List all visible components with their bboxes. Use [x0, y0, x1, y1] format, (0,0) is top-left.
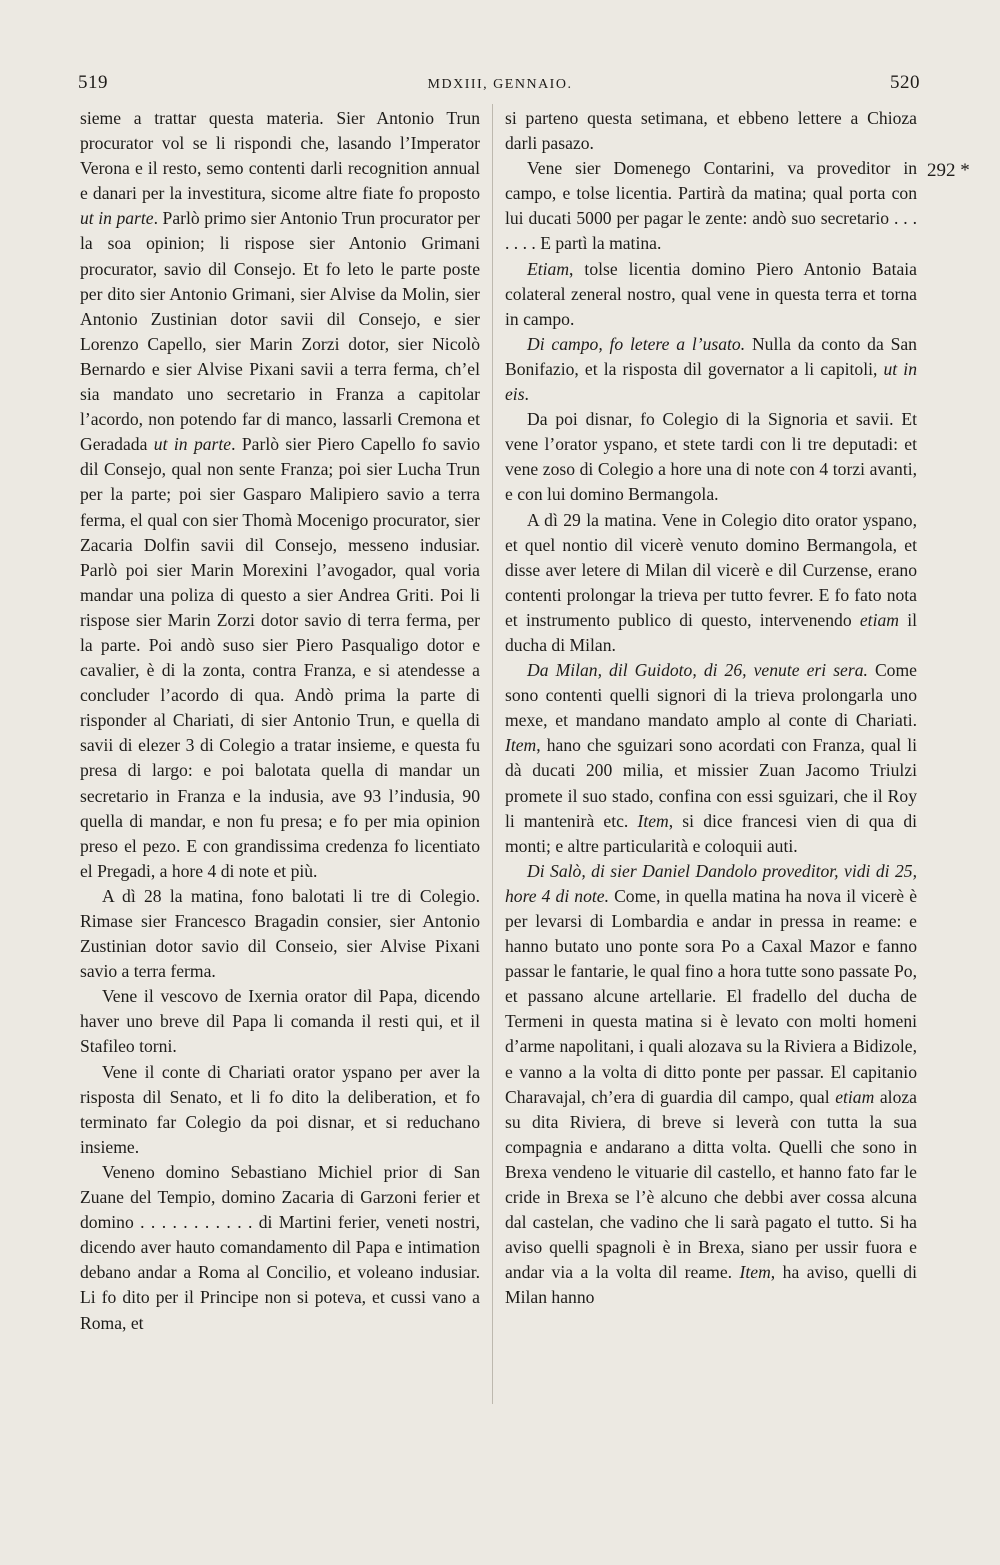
italic-text: Da Milan, dil Guidoto, di 26, venute eri sera.	[527, 660, 868, 681]
left-text-column	[80, 106, 480, 1336]
column-divider	[492, 104, 493, 1404]
text-run: , ha aviso, quelli di Milan hanno	[505, 1262, 917, 1308]
text-run: il ducha di Milan.	[505, 609, 917, 655]
paragraph	[505, 156, 917, 256]
italic-text: ut in parte	[80, 208, 154, 229]
text-run: Come, in quella matina ha nova il vicerè è per levarsi di Lombardia e andar in pressa in reame: e hanno butato uno ponte sora Po a Caxal Mazor e fanno passar le fantarie, le qual fino a hora tutte sono passate Po, et passano alcune artellarie. El fradello del ducha de Termeni in questa matina si è levato con molti homeni d’arme napolitani, i quali alozava su la Riviera a Bidizole, e vanno a la volta di ditto ponte per passar. El capitanio Charavajal, ch’era di guardia dil campo, qual	[505, 885, 918, 1107]
paragraph	[505, 859, 917, 1311]
text-run: .	[524, 384, 529, 405]
text-run: , hano che sguizari sono acordati con Franza, qual li dà ducati 200 milia, et missier Zuan Jacomo Triulzi promete il suo stado, confina con essi sguizari, che il Roy li mantenirà etc.	[505, 735, 917, 831]
text-run: aloza su dita Riviera, di breve si leverà con tutta la sua compagnia e andarano a ditta volta. Quelli che sono in Brexa vendeno le vituarie dil castello, et hanno fato far le cride in Brexa se l’è alcuno che debbi aver cossa alcuna dal castelan, che vadino che li sarà pagato el tutto. Si ha aviso quelli spagnoli è in Brexa, siano per ussir fuora e andar via a la volta dil reame.	[505, 1086, 917, 1283]
text-run: sieme a trattar questa materia. Sier Antonio Trun procurator vol se li rispondi che, lasando l’Imperator Verona e il resto, semo contenti darli recognition annual e danari per la investitura, sicome altre fiate fo proposto	[80, 108, 480, 204]
paragraph	[505, 257, 917, 332]
paragraph	[505, 407, 917, 507]
paragraph	[80, 1160, 480, 1336]
italic-text: Di Salò, di sier Daniel Dandolo proveditor, vidi di 25, hore 4 di note.	[505, 860, 917, 906]
text-run: Come sono contenti quelli signori di la trieva prolongarla uno mexe, et mandano mandato amplo al conte di Chariati.	[505, 660, 917, 731]
right-text-column	[505, 106, 917, 1311]
italic-text: etiam	[859, 609, 899, 630]
paragraph	[505, 106, 917, 156]
paragraph	[80, 984, 480, 1059]
paragraph	[80, 106, 480, 884]
paragraph	[80, 884, 480, 984]
text-run: si parteno questa setimana, et ebbeno lettere a Chioza darli pasazo.	[505, 108, 917, 154]
text-run: Vene sier Domenego Contarini, va proveditor in campo, e tolse licentia. Partirà da matina; qual porta con lui ducati 5000 per pagar le zente: andò suo secretario . . . . . . . E partì la matina.	[505, 158, 917, 254]
margin-folio-note: 292 *	[927, 160, 970, 181]
italic-text: Di campo, fo letere a l’usato.	[527, 333, 746, 354]
text-run: . Parlò primo sier Antonio Trun procurator per la soa opinion; li rispose sier Antonio Grimani procurator, savio dil Consejo. Et fo leto le parte poste per dito sier Antonio Grimani, sier Alvise da Molin, sier Antonio Zustinian dotor savii dil Consejo, e sier Lorenzo Capello, sier Marin Zorzi dotor, sier Nicolò Bernardo e sier Alvise Pixani savii a terra ferma, ch’el sia mandato uno secretario in Franza a capitolar l’acordo, non potendo far di manco, lassarli Cremona et Geradada	[80, 208, 481, 455]
paragraph	[505, 508, 917, 659]
running-title: MDXIII, GENNAIO.	[427, 77, 573, 92]
italic-text: Item	[505, 735, 537, 756]
italic-text: ut in parte	[153, 434, 232, 455]
text-run: Vene il conte di Chariati orator yspano per aver la risposta dil Senato, et li fo dito la deliberation, et fo terminato far Colegio da poi disnar, et si reduchano insieme.	[80, 1061, 480, 1157]
text-run: , si dice francesi vien di qua di monti; e altre particularità e coloquii auti.	[505, 810, 917, 856]
text-run: . Parlò sier Piero Capello fo savio dil Consejo, qual non sente Franza; poi sier Lucha Trun per la parte; poi sier Gasparo Malipiero savio a terra ferma, el qual con sier Thomà Mocenigo procurator, sier Zacaria Dolfin savii dil Consejo, messeno indusiar. Parlò poi sier Marin Morexini l’avogador, qual voria mandar una poliza di questo a sier Andrea Griti. Poi li rispose sier Marin Zorzi dotor savio di terra ferma, per la parte. Poi andò suso sier Piero Pasqualigo dotor e cavalier, è di la zonta, contra Franza, e si atendesse a concluder l’acordo di qua. Andò prima la parte di risponder al Chariati, di sier Antonio Trun, e quella di savii di elezer 3 di Colegio a tratar insieme, e questa fu presa di largo: e poi balotata quella di mandar un secretario in Franza e la indusia, ave 93 l’indusia, 90 quella di mandar, e non fu presa; e fo per mia opinion preso el pezo. E con grandissima credenza fo licentiato el Pregadi, a hore 4 di note et più.	[80, 434, 481, 881]
italic-text: Item	[739, 1262, 771, 1283]
text-run: Vene il vescovo de Ixernia orator dil Papa, dicendo haver uno breve dil Papa li comanda il resti qui, et il Stafileo torni.	[80, 986, 480, 1057]
paragraph	[505, 332, 917, 407]
text-run: Veneno domino Sebastiano Michiel prior di San Zuane del Tempio, domino Zacaria di Garzoni ferier et domino . . . . . . . . . . . di Martini ferier, veneti nostri, dicendo aver hauto comandamento dil Papa e intimation debano andar a Roma al Concilio, et voleano indusiar. Li fo dito per il Principe non si poteva, et cussi vano a Roma, et	[80, 1161, 480, 1333]
text-run: A dì 28 la matina, fono balotati li tre di Colegio. Rimase sier Francesco Bragadin consier, sier Antonio Zustinian dotor savio dil Conseio, sier Alvise Pixani savio a terra ferma.	[80, 885, 480, 982]
italic-text: etiam	[835, 1086, 875, 1107]
italic-text: Etiam	[527, 258, 570, 279]
text-run: Da poi disnar, fo Colegio di la Signoria et savii. Et vene l’orator yspano, et stete tardi con li tre deputadi: et vene zoso di Colegio a hore una di note con 4 torzi avanti, e con lui domino Bermangola.	[505, 409, 917, 505]
paragraph	[80, 1060, 480, 1160]
italic-text: ut in eis	[505, 358, 917, 405]
page-header	[0, 66, 1000, 106]
italic-text: Item	[637, 810, 669, 831]
paragraph	[505, 658, 917, 859]
text-run: Nulla da conto da San Bonifazio, et la risposta dil governator a li capitoli,	[505, 333, 917, 379]
page-number-right: 520	[890, 72, 920, 93]
text-run: , tolse licentia domino Piero Antonio Bataia colateral zeneral nostro, qual vene in questa terra et torna in campo.	[505, 258, 917, 329]
page-number-left: 519	[78, 72, 108, 93]
text-run: A dì 29 la matina. Vene in Colegio dito orator yspano, et quel nontio dil vicerè venuto domino Bermangola, et disse aver letere di Milan dil vicerè e dil Curzense, erano contenti prolongar la trieva per tutto fevrer. E fo fato nota et instrumento publico di questo, intervenendo	[505, 509, 917, 630]
